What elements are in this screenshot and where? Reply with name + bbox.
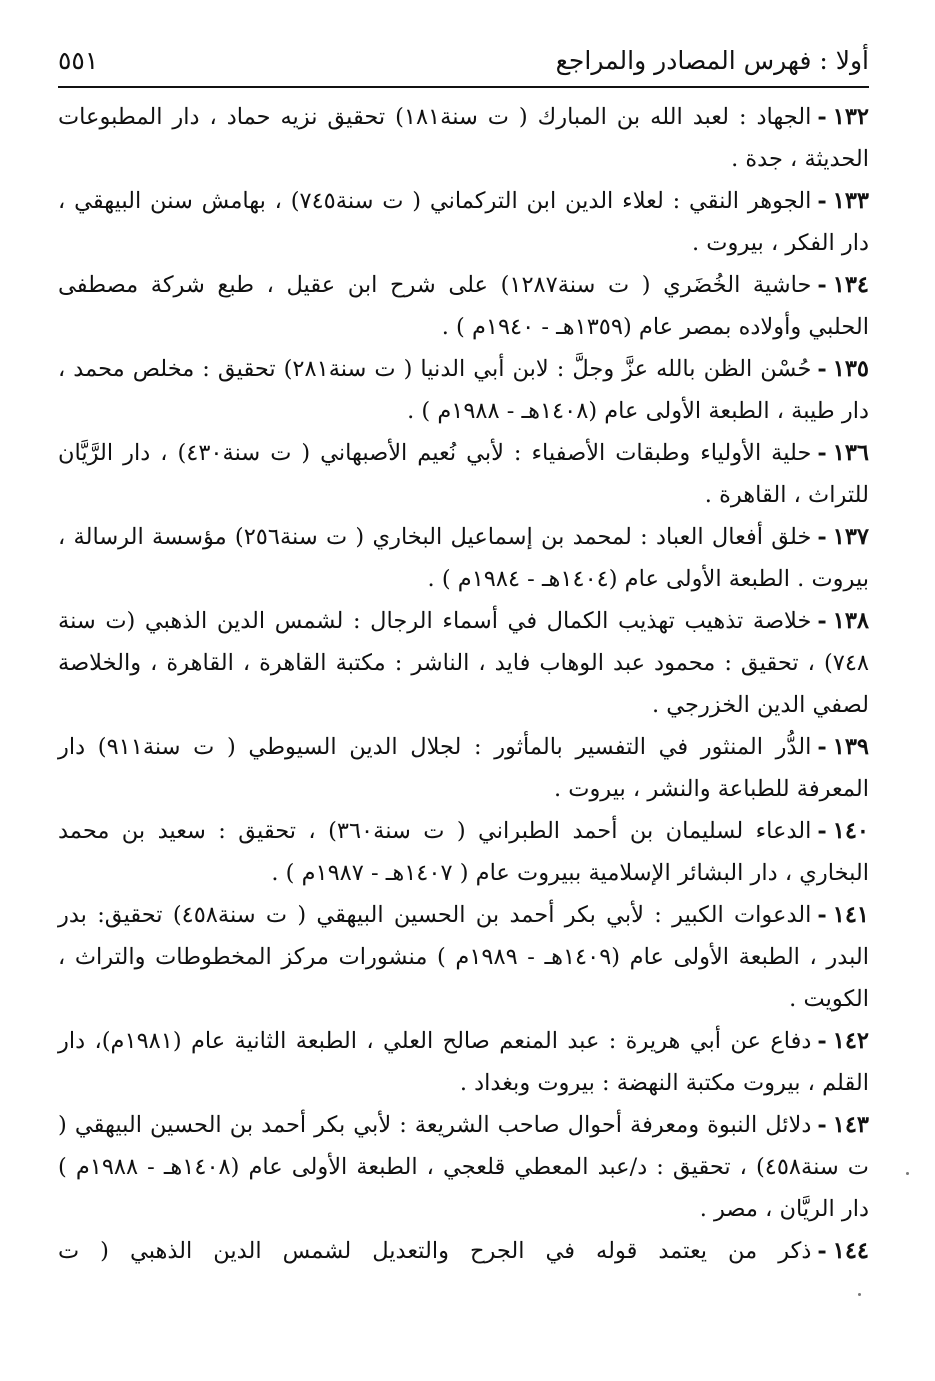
entry-text: دفاع عن أبي هريرة : عبد المنعم صالح العلي ، الطبعة الثانية عام (١٩٨١م)، دار القلم ، بيروت مكتبة النهضة : بيروت وبغداد . bbox=[58, 1028, 869, 1096]
entry-text: حاشية الخُضَري ( ت سنة١٢٨٧) على شرح ابن عقيل ، طبع شركة مصطفى الحلبي وأولاده بمصر عام (١٣٥٩هـ - ١٩٤٠م ) . bbox=[58, 272, 869, 340]
entry-number: ١٣٤ bbox=[832, 272, 869, 298]
bibliography-entry: ١٤٢-دفاع عن أبي هريرة : عبد المنعم صالح العلي ، الطبعة الثانية عام (١٩٨١م)، دار القلم ، بيروت مكتبة النهضة : بيروت وبغداد . bbox=[58, 1028, 869, 1096]
entry-number: ١٣٣ bbox=[832, 188, 869, 214]
entry-text: حلية الأولياء وطبقات الأصفياء : لأبي نُعيم الأصبهاني ( ت سنة٤٣٠) ، دار الرَّيَّان للتراث ، القاهرة . bbox=[58, 440, 869, 508]
entry-number: ١٣٢ bbox=[832, 104, 869, 130]
page-number: ٥٥١ bbox=[58, 46, 99, 75]
entry-text: حُسْن الظن بالله عزَّ وجلَّ : لابن أبي الدنيا ( ت سنة٢٨١) تحقيق : مخلص محمد ، دار طيبة ، الطبعة الأولى عام (١٤٠٨هـ - ١٩٨٨م ) . bbox=[58, 356, 869, 424]
entry-text: الجهاد : لعبد الله بن المبارك ( ت سنة١٨١) تحقيق نزيه حماد ، دار المطبوعات الحديثة ، جدة . bbox=[58, 104, 869, 172]
entry-number: ١٤٤ bbox=[832, 1238, 869, 1264]
bibliography-entry: ١٣٩-الدُّر المنثور في التفسير بالمأثور : لجلال الدين السيوطي ( ت سنة٩١١) دار المعرفة للطباعة والنشر ، بيروت . bbox=[58, 734, 869, 802]
entry-text: الجوهر النقي : لعلاء الدين ابن التركماني ( ت سنة٧٤٥) ، بهامش سنن البيهقي ، دار الفكر ، بيروت . bbox=[58, 188, 869, 256]
header-rule bbox=[58, 86, 869, 88]
entry-number: ١٣٥ bbox=[832, 356, 869, 382]
entry-text: دلائل النبوة ومعرفة أحوال صاحب الشريعة : لأبي بكر أحمد بن الحسين البيهقي ( ت سنة٤٥٨) ، تحقيق : د/عبد المعطي قلعجي ، الطبعة الأولى عام (١٤٠٨هـ - ١٩٨٨م ) دار الريَّان ، مصر . bbox=[58, 1112, 869, 1222]
bibliography-list bbox=[58, 96, 869, 1272]
entry-text: خلاصة تذهيب تهذيب الكمال في أسماء الرجال : لشمس الدين الذهبي (ت سنة ٧٤٨) ، تحقيق : محمود عبد الوهاب فايد ، الناشر : مكتبة القاهرة ، القاهرة ، والخلاصة لصفي الدين الخزرجي . bbox=[58, 608, 869, 718]
bibliography-entry: ١٣٣-الجوهر النقي : لعلاء الدين ابن التركماني ( ت سنة٧٤٥) ، بهامش سنن البيهقي ، دار الفكر ، بيروت . bbox=[58, 188, 869, 256]
entry-number: ١٤٢ bbox=[832, 1028, 869, 1054]
entry-number: ١٣٦ bbox=[832, 440, 870, 466]
bibliography-entry: ١٤٣-دلائل النبوة ومعرفة أحوال صاحب الشريعة : لأبي بكر أحمد بن الحسين البيهقي ( ت سنة٤٥٨) ، تحقيق : د/عبد المعطي قلعجي ، الطبعة الأولى عام (١٤٠٨هـ - ١٩٨٨م ) دار الريَّان ، مصر . bbox=[58, 1112, 869, 1222]
bibliography-entry: ١٤١-الدعوات الكبير : لأبي بكر أحمد بن الحسين البيهقي ( ت سنة٤٥٨) تحقيق: بدر البدر ، الطبعة الأولى عام (١٤٠٩هـ - ١٩٨٩م ) منشورات مركز المخطوطات والتراث ، الكويت . bbox=[58, 902, 869, 1012]
entry-number: ١٣٧ bbox=[832, 524, 869, 550]
entry-number: ١٤٠ bbox=[832, 818, 869, 844]
entry-text: خلق أفعال العباد : لمحمد بن إسماعيل البخاري ( ت سنة٢٥٦) مؤسسة الرسالة ، بيروت . الطبعة الأولى عام (١٤٠٤هـ - ١٩٨٤م ) . bbox=[58, 524, 869, 592]
entry-number: ١٤١ bbox=[832, 902, 869, 928]
scan-speck bbox=[858, 1293, 861, 1296]
entry-number: ١٣٨ bbox=[832, 608, 869, 634]
entry-number: ١٤٣ bbox=[832, 1112, 869, 1138]
bibliography-entry: ١٣٥-حُسْن الظن بالله عزَّ وجلَّ : لابن أبي الدنيا ( ت سنة٢٨١) تحقيق : مخلص محمد ، دار طيبة ، الطبعة الأولى عام (١٤٠٨هـ - ١٩٨٨م ) . bbox=[58, 356, 869, 424]
bibliography-entry: ١٤٠-الدعاء لسليمان بن أحمد الطبراني ( ت سنة٣٦٠) ، تحقيق : سعيد بن محمد البخاري ، دار البشائر الإسلامية ببيروت عام ( ١٤٠٧هـ - ١٩٨٧م ) . bbox=[58, 818, 869, 886]
entry-text: الدُّر المنثور في التفسير بالمأثور : لجلال الدين السيوطي ( ت سنة٩١١) دار المعرفة للطباعة والنشر ، بيروت . bbox=[58, 734, 869, 802]
entry-text: الدعاء لسليمان بن أحمد الطبراني ( ت سنة٣٦٠) ، تحقيق : سعيد بن محمد البخاري ، دار البشائر الإسلامية ببيروت عام ( ١٤٠٧هـ - ١٩٨٧م ) . bbox=[58, 818, 869, 886]
bibliography-entry: ١٣٧-خلق أفعال العباد : لمحمد بن إسماعيل البخاري ( ت سنة٢٥٦) مؤسسة الرسالة ، بيروت . الطبعة الأولى عام (١٤٠٤هـ - ١٩٨٤م ) . bbox=[58, 524, 869, 592]
running-title: أولا : فهرس المصادر والمراجع bbox=[555, 46, 869, 75]
scan-speck bbox=[906, 1172, 909, 1175]
entry-text: الدعوات الكبير : لأبي بكر أحمد بن الحسين البيهقي ( ت سنة٤٥٨) تحقيق: بدر البدر ، الطبعة الأولى عام (١٤٠٩هـ - ١٩٨٩م ) منشورات مركز المخطوطات والتراث ، الكويت . bbox=[58, 902, 869, 1012]
page-header bbox=[58, 40, 869, 88]
entry-number: ١٣٩ bbox=[832, 734, 869, 760]
entry-text: ذكر من يعتمد قوله في الجرح والتعديل لشمس الدين الذهبي ( ت bbox=[58, 1238, 812, 1264]
bibliography-entry: ١٤٤-ذكر من يعتمد قوله في الجرح والتعديل لشمس الدين الذهبي ( ت bbox=[58, 1238, 869, 1264]
bibliography-entry: ١٣٦-حلية الأولياء وطبقات الأصفياء : لأبي نُعيم الأصبهاني ( ت سنة٤٣٠) ، دار الرَّيَّان للتراث ، القاهرة . bbox=[58, 440, 870, 508]
bibliography-entry: ١٣٢-الجهاد : لعبد الله بن المبارك ( ت سنة١٨١) تحقيق نزيه حماد ، دار المطبوعات الحديثة ، جدة . bbox=[58, 104, 869, 172]
bibliography-entry: ١٣٤-حاشية الخُضَري ( ت سنة١٢٨٧) على شرح ابن عقيل ، طبع شركة مصطفى الحلبي وأولاده بمصر عام (١٣٥٩هـ - ١٩٤٠م ) . bbox=[58, 272, 869, 340]
bibliography-entry: ١٣٨-خلاصة تذهيب تهذيب الكمال في أسماء الرجال : لشمس الدين الذهبي (ت سنة ٧٤٨) ، تحقيق : محمود عبد الوهاب فايد ، الناشر : مكتبة القاهرة ، القاهرة ، والخلاصة لصفي الدين الخزرجي . bbox=[58, 608, 869, 718]
